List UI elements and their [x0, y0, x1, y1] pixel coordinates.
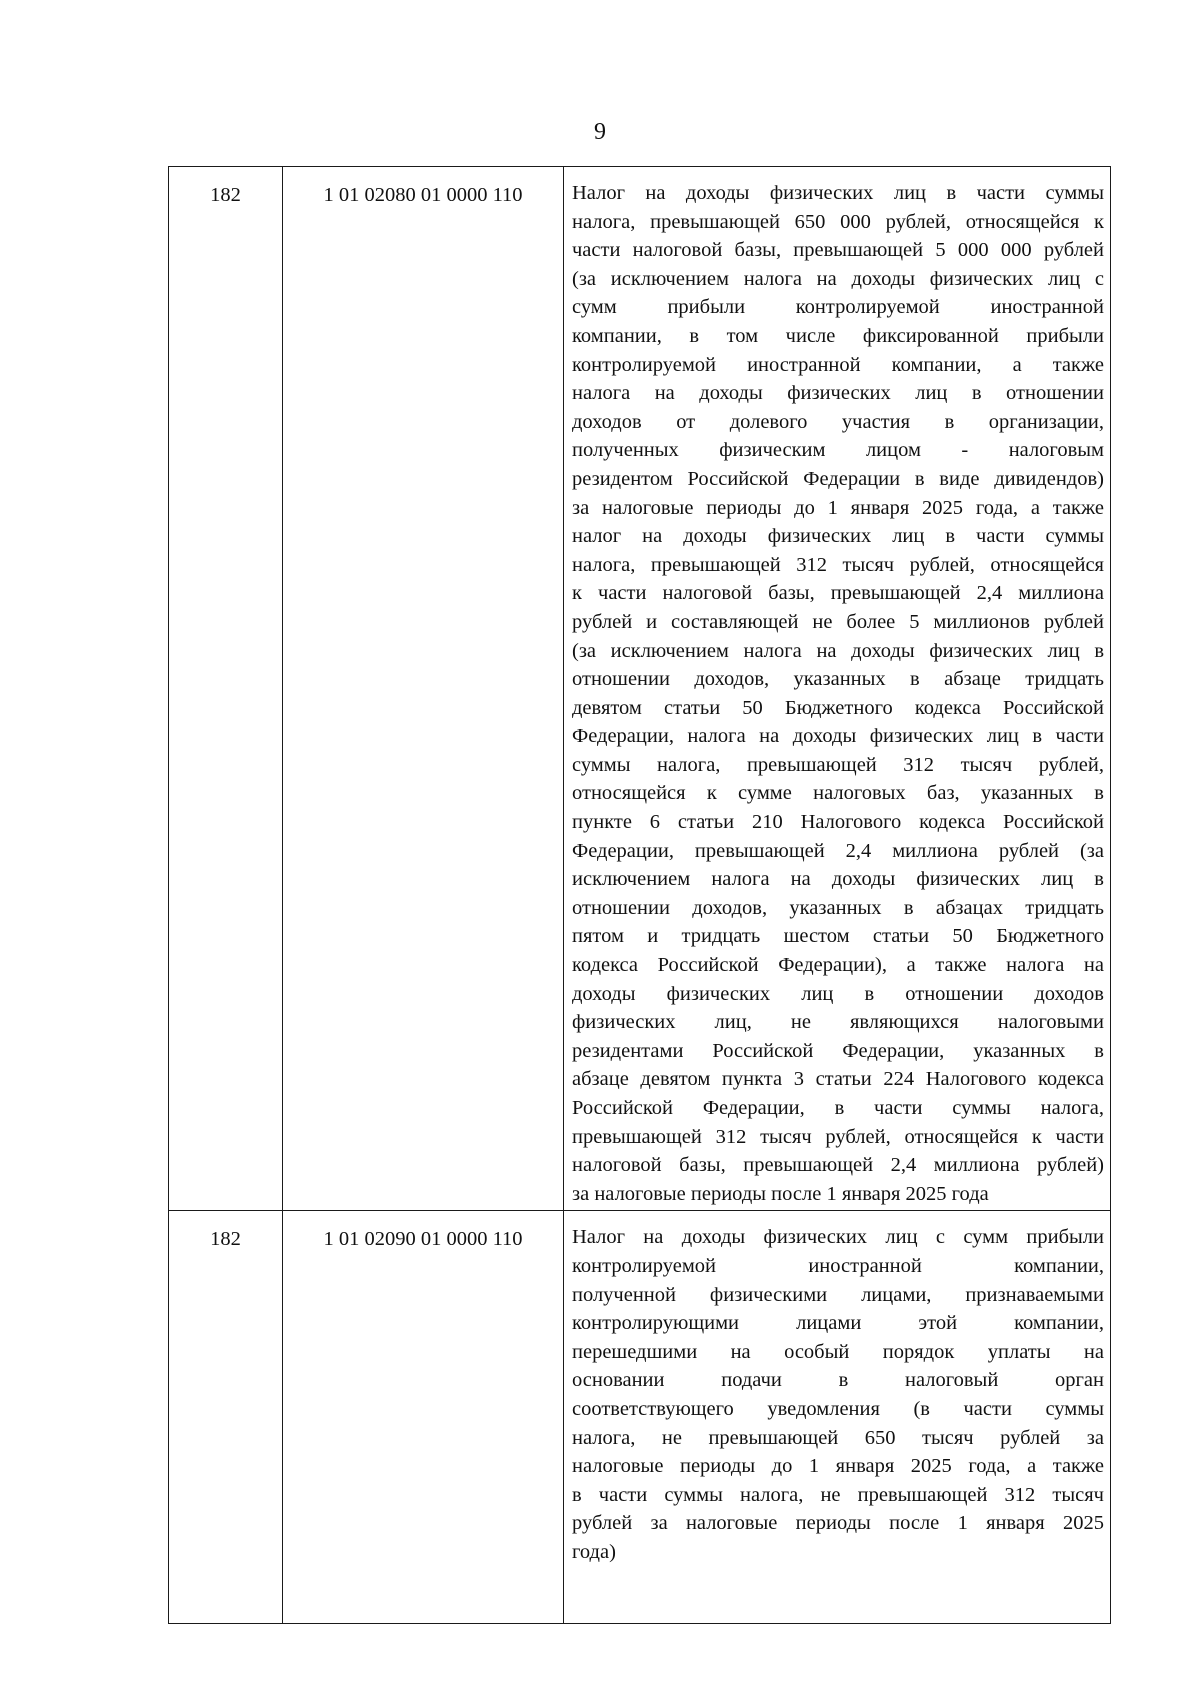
description-line: Федерации, превышающей 2,4 миллиона рублей (за [572, 839, 1104, 862]
description-line: исключением налога на доходы физических лиц в [572, 868, 1104, 891]
description-line: рублей за налоговые периоды после 1 января 2025 [572, 1512, 1104, 1535]
description-line: пункте 6 статьи 210 Налогового кодекса Российской [572, 811, 1104, 834]
description-line: части налоговой базы, превышающей 5 000 000 рублей [572, 239, 1104, 262]
description-line: доходы физических лиц в отношении доходов [572, 982, 1104, 1005]
description-line: Российской Федерации, в части суммы налога, [572, 1097, 1104, 1119]
admin-code-cell: 182 [169, 167, 283, 1211]
description-line: компании, в том числе фиксированной прибыли [572, 324, 1104, 347]
description-line: сумм прибыли контролируемой иностранной [572, 296, 1104, 319]
description-line: доходов от долевого участия в организации, [572, 410, 1104, 433]
description-line: отношении доходов, указанных в абзаце тридцать [572, 668, 1104, 691]
description-line: пятом и тридцать шестом статьи 50 Бюджетного [572, 925, 1104, 948]
description-line: (за исключением налога на доходы физических лиц в [572, 639, 1104, 662]
table-row [169, 1211, 1111, 1624]
description-line: налоговой базы, превышающей 2,4 миллиона рублей) [572, 1154, 1104, 1177]
description-line: резидентом Российской Федерации в виде дивидендов) [572, 467, 1104, 490]
table-row [169, 167, 1111, 1211]
description-line: полученных физическим лицом - налоговым [572, 439, 1104, 462]
budget-code-cell: 1 01 02080 01 0000 110 [283, 167, 564, 1211]
description-line: налога, не превышающей 650 тысяч рублей за [572, 1426, 1104, 1449]
description-line: превышающей 312 тысяч рублей, относящейся к части [572, 1125, 1104, 1148]
description-line: за налоговые периоды до 1 января 2025 года, а также [572, 496, 1104, 519]
page-number: 9 [594, 119, 606, 145]
description-cell [564, 167, 1111, 1211]
description-line: рублей и составляющей не более 5 миллионов рублей [572, 610, 1104, 633]
description-line: контролируемой иностранной компании, [572, 1254, 1104, 1277]
description-line: девятом статьи 50 Бюджетного кодекса Российской [572, 696, 1104, 719]
description-line: абзаце девятом пункта 3 статьи 224 Налогового кодекса [572, 1068, 1104, 1091]
description-line: кодекса Российской Федерации), а также налога на [572, 954, 1104, 977]
description-line: суммы налога, превышающей 312 тысяч рублей, [572, 753, 1104, 776]
description-line: полученной физическими лицами, признаваемыми [572, 1283, 1104, 1306]
description-cell [564, 1211, 1111, 1624]
description-line: налога на доходы физических лиц в отношении [572, 382, 1104, 405]
description-line: относящейся к сумме налоговых баз, указанных в [572, 782, 1104, 805]
description-line: Налог на доходы физических лиц с сумм прибыли [572, 1226, 1104, 1249]
description-line: контролируемой иностранной компании, а также [572, 353, 1104, 376]
description-line: Налог на доходы физических лиц в части суммы [572, 182, 1104, 204]
description-line: года) [572, 1540, 616, 1563]
description-line: налога, превышающей 650 000 рублей, относящейся к [572, 210, 1104, 233]
description-line: отношении доходов, указанных в абзацах тридцать [572, 896, 1104, 919]
description-line: к части налоговой базы, превышающей 2,4 миллиона [572, 582, 1104, 605]
description-line: налоговые периоды до 1 января 2025 года, а также [572, 1455, 1104, 1478]
description-line: в части суммы налога, не превышающей 312 тысяч [572, 1483, 1104, 1506]
description-line: налога, превышающей 312 тысяч рублей, относящейся [572, 553, 1104, 576]
description-line: контролирующими лицами этой компании, [572, 1312, 1104, 1335]
description-line: перешедшими на особый порядок уплаты на [572, 1340, 1104, 1363]
description-line: физических лиц, не являющихся налоговыми [572, 1011, 1104, 1034]
description-line: налог на доходы физических лиц в части суммы [572, 525, 1104, 548]
budget-classification-table [168, 166, 1111, 1624]
description-line: (за исключением налога на доходы физических лиц с [572, 267, 1104, 290]
budget-code-cell: 1 01 02090 01 0000 110 [283, 1211, 564, 1624]
description-line: резидентами Российской Федерации, указанных в [572, 1039, 1104, 1062]
description-line: за налоговые периоды после 1 января 2025 года [572, 1182, 989, 1205]
description-line: Федерации, налога на доходы физических лиц в части [572, 725, 1104, 748]
admin-code-cell: 182 [169, 1211, 283, 1624]
description-line: основании подачи в налоговый орган [572, 1369, 1104, 1392]
description-line: соответствующего уведомления (в части суммы [572, 1397, 1104, 1420]
